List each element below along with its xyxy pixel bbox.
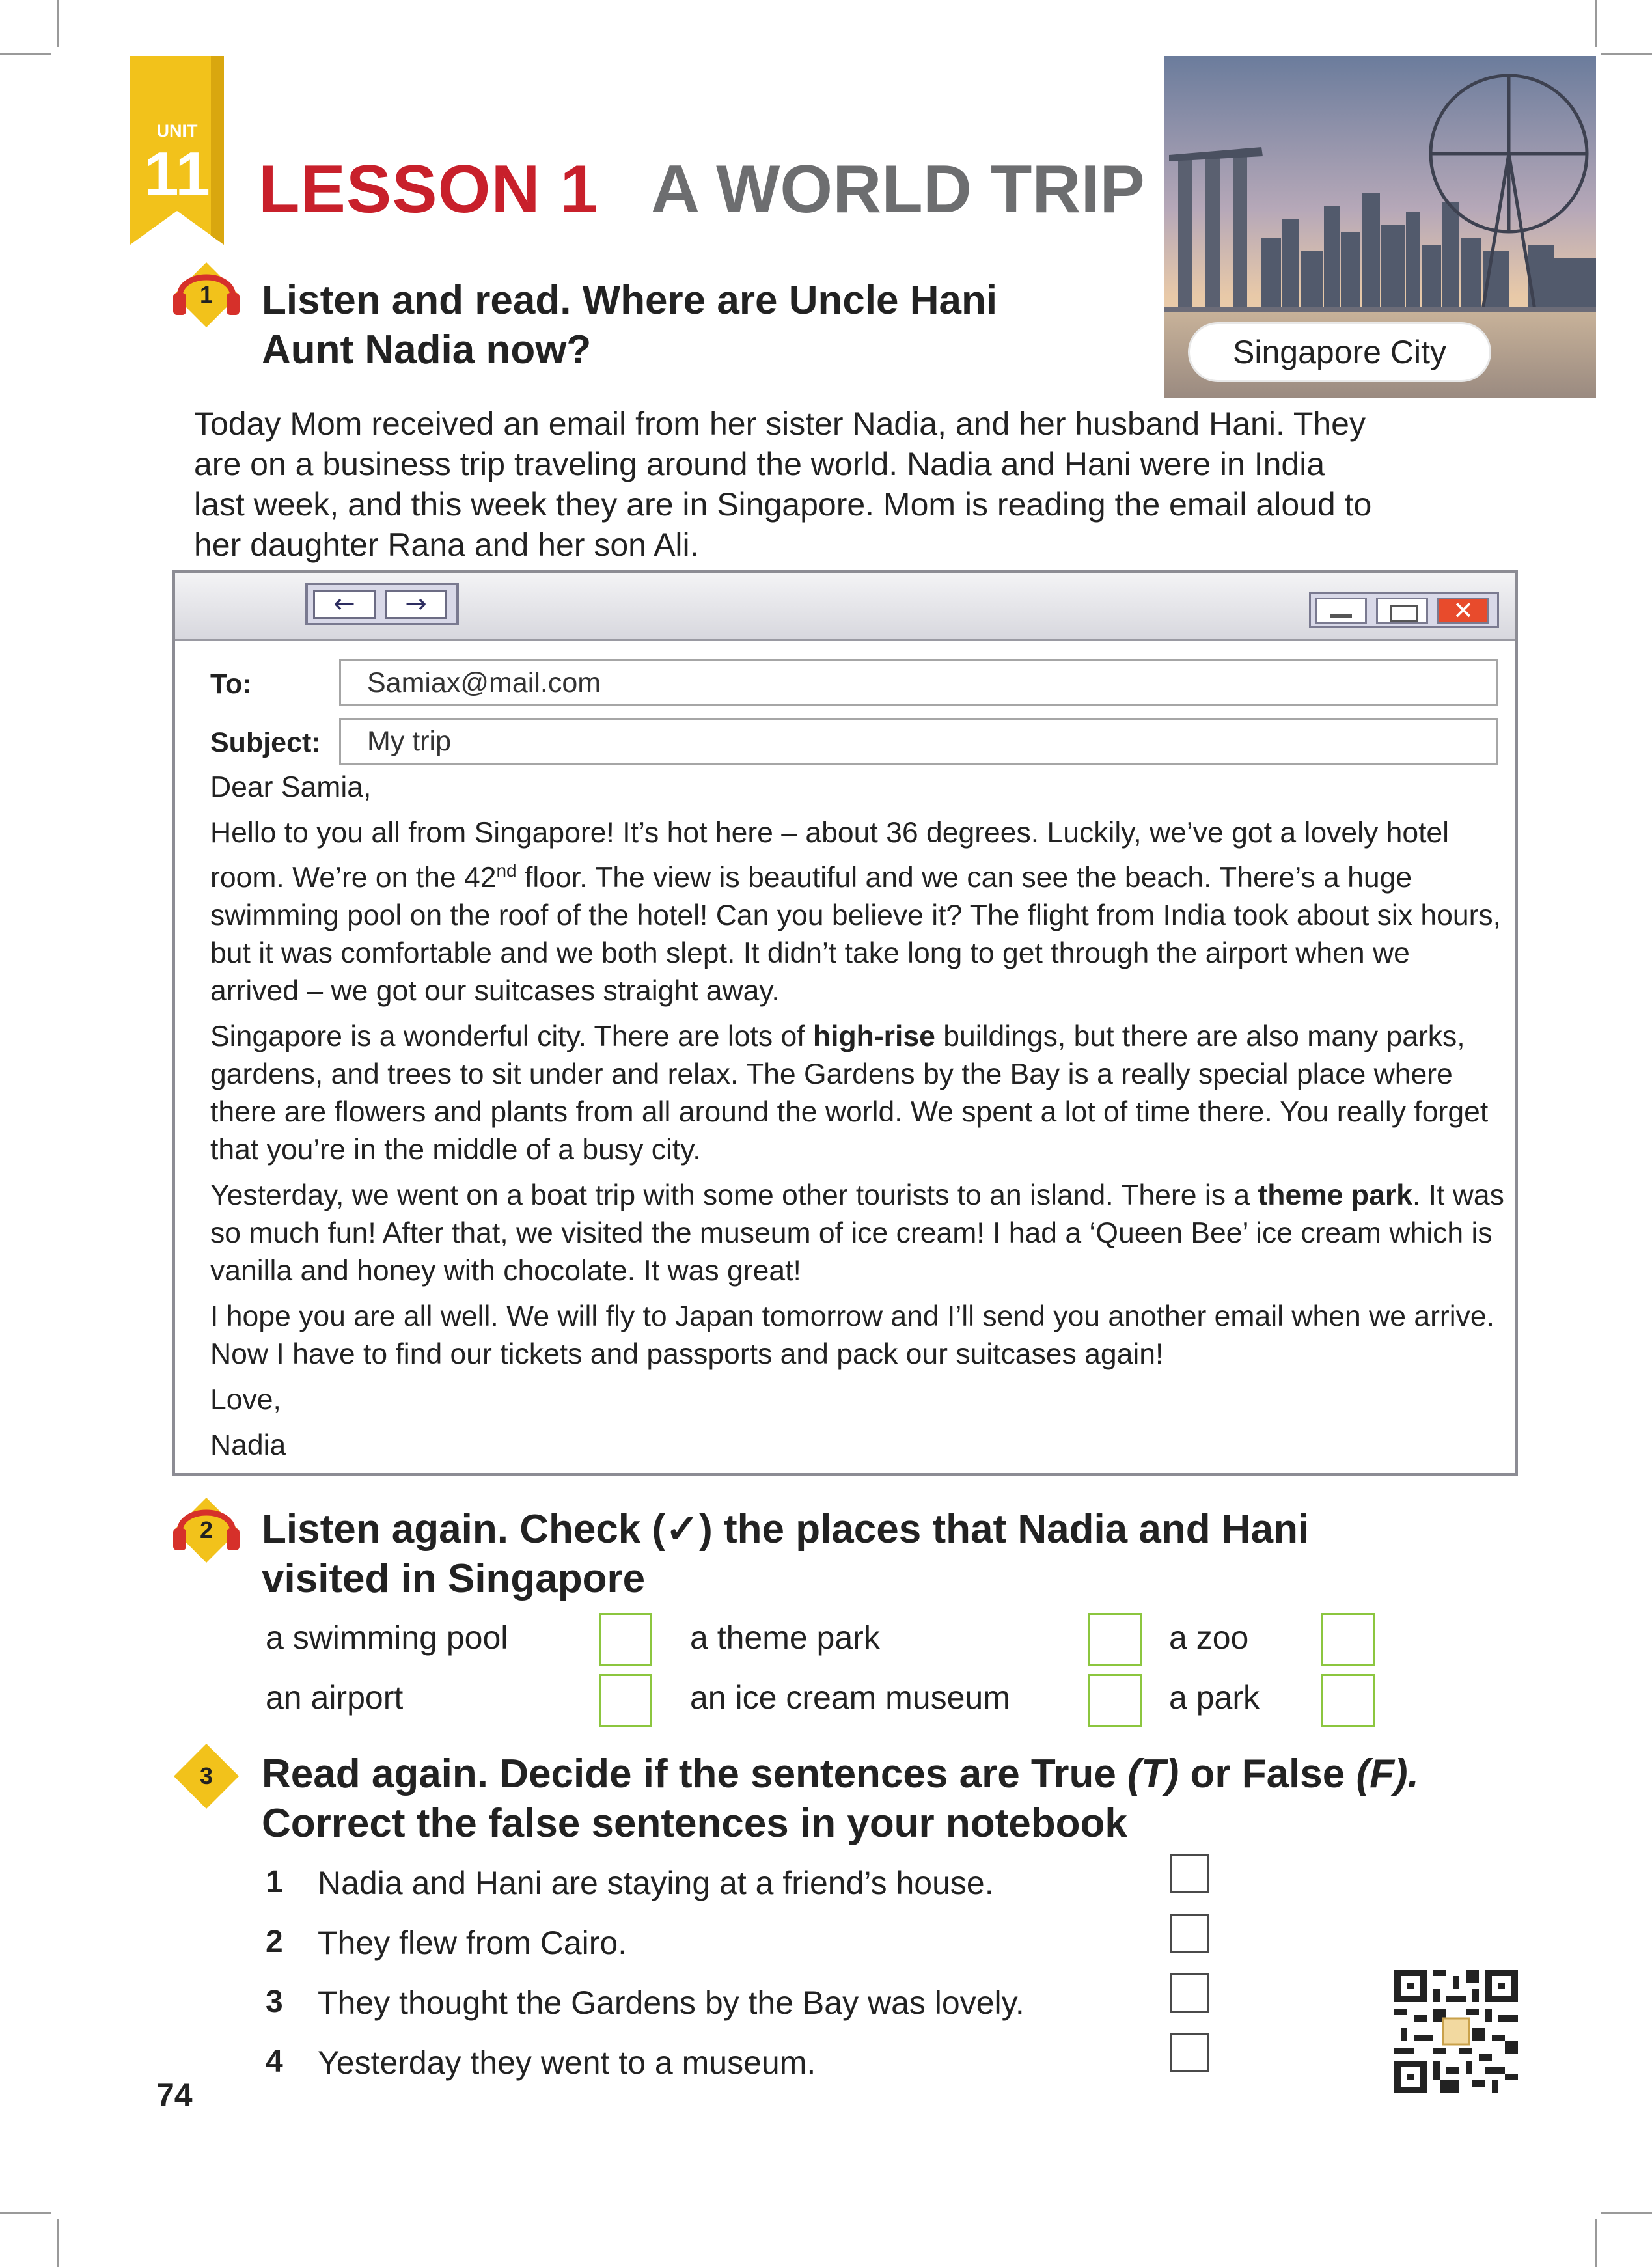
to-label: To: xyxy=(210,668,252,700)
option-ice-cream-museum: an ice cream museum xyxy=(690,1679,1010,1716)
statement-text: They thought the Gardens by the Bay was lovely. xyxy=(318,1985,1025,2021)
option-zoo: a zoo xyxy=(1169,1619,1249,1656)
unit-label: UNIT xyxy=(156,121,198,141)
email-paragraph-1 xyxy=(210,814,1506,1010)
photo-caption: Singapore City xyxy=(1190,324,1489,380)
window-title-bar xyxy=(175,573,1515,641)
email-text: Hello to you all from Singapore! It’s hot here – about 36 degrees. Luckily, we’ve got a lovely hotel room. We’re on the 42 xyxy=(210,817,1450,894)
maximize-icon[interactable] xyxy=(1376,598,1428,624)
crop-mark xyxy=(1601,53,1652,55)
window-controls xyxy=(1309,592,1499,628)
email-text: . It was so much fun! After that, we visited the museum of ice cream! I had a ‘Queen Bee’ ice cream which is vanilla and honey with chocolate. It was great! xyxy=(210,1179,1504,1287)
email-window xyxy=(172,570,1518,1476)
checkbox-airport[interactable] xyxy=(599,1674,652,1727)
statement-number: 4 xyxy=(266,2044,283,2079)
statement-text: They flew from Cairo. xyxy=(318,1925,627,1961)
email-text: floor. The view is beautiful and we can see the beach. There’s a huge swimming pool on the roof of the hotel! Can you believe it? The flight from India took about six hours, but it was comfortable and we both slept. It didn’t take long to get through the airport when we arrived – we got our suitcases straight away. xyxy=(210,861,1502,1007)
crop-mark xyxy=(1595,2219,1597,2267)
email-text: Singapore is a wonderful city. There are lots of xyxy=(210,1020,813,1052)
close-icon[interactable]: ✕ xyxy=(1437,598,1489,624)
option-airport: an airport xyxy=(266,1679,404,1716)
crop-mark xyxy=(57,2219,59,2267)
heading-true-marker: (T) xyxy=(1127,1752,1179,1796)
intro-line: her daughter Rana and her son Ali. xyxy=(194,527,699,563)
email-body xyxy=(210,769,1506,1472)
intro-line: are on a business trip traveling around the world. Nadia and Hani were in India xyxy=(194,446,1325,482)
email-paragraph-4: I hope you are all well. We will fly to Japan tomorrow and I’ll send you another email when we arrive. Now I have to find our tickets and passports and pack our suitcases again! xyxy=(210,1300,1494,1370)
email-superscript: nd xyxy=(496,860,517,881)
email-paragraph-2 xyxy=(210,1018,1506,1169)
crop-mark xyxy=(1601,2212,1652,2214)
tf-answer-box[interactable] xyxy=(1170,2033,1209,2072)
subject-label: Subject: xyxy=(210,727,321,758)
exercise-1-heading-line1: Listen and read. Where are Uncle Hani xyxy=(262,278,998,323)
vocab-theme-park: theme park xyxy=(1258,1179,1412,1211)
intro-line: Today Mom received an email from her sister Nadia, and her husband Hani. They xyxy=(194,405,1366,442)
lesson-title: A WORLD TRIP xyxy=(651,152,1145,227)
email-signature: Nadia xyxy=(210,1429,286,1461)
statement-text: Nadia and Hani are staying at a friend’s house. xyxy=(318,1865,994,1901)
tf-answer-box[interactable] xyxy=(1170,1973,1209,2013)
crop-mark xyxy=(57,0,59,47)
checkbox-zoo[interactable] xyxy=(1321,1613,1375,1666)
statement-text: Yesterday they went to a museum. xyxy=(318,2044,816,2081)
qr-code-icon[interactable] xyxy=(1394,1970,1518,2093)
tf-answer-box[interactable] xyxy=(1170,1914,1209,1953)
email-text: buildings, but there are also many parks, gardens, and trees to sit under and relax. The Gardens by the Bay is a really special place where there are flowers and plants from all around the world. We spent a lot of time there. You really forget that you’re in the middle of a busy city. xyxy=(210,1020,1489,1166)
checkbox-ice-cream-museum[interactable] xyxy=(1088,1674,1142,1727)
intro-line: last week, and this week they are in Singapore. Mom is reading the email aloud to xyxy=(194,486,1372,523)
crop-mark xyxy=(1595,0,1597,47)
checkbox-park[interactable] xyxy=(1321,1674,1375,1727)
singapore-city-photo xyxy=(1164,56,1596,398)
email-paragraph-3 xyxy=(210,1177,1506,1290)
forward-arrow-icon[interactable]: → xyxy=(385,590,447,619)
exercise-2-heading xyxy=(262,1505,1309,1604)
checkbox-swimming-pool[interactable] xyxy=(599,1613,652,1666)
crop-mark xyxy=(0,2212,51,2214)
exercise-2-number: 2 xyxy=(199,1517,213,1543)
lesson-label: LESSON 1 xyxy=(258,152,599,227)
option-park: a park xyxy=(1169,1679,1260,1716)
exercise-3-heading xyxy=(262,1750,1419,1848)
unit-number: 11 xyxy=(144,139,210,209)
heading-text: or False xyxy=(1179,1752,1356,1796)
exercise-1-number: 1 xyxy=(199,281,213,308)
checkbox-theme-park[interactable] xyxy=(1088,1613,1142,1666)
minimize-icon[interactable] xyxy=(1315,598,1367,624)
read-badge-3 xyxy=(171,1740,242,1812)
heading-text: Read again. Decide if the sentences are True xyxy=(262,1752,1128,1796)
listen-badge-1 xyxy=(171,259,242,331)
intro-paragraph xyxy=(194,404,1535,565)
page-number: 74 xyxy=(156,2077,193,2113)
back-arrow-icon[interactable]: ← xyxy=(313,590,376,619)
nav-buttons xyxy=(305,583,459,625)
exercise-3-heading-line1 xyxy=(262,1750,1419,1799)
exercise-1-heading-line2: Aunt Nadia now? xyxy=(262,327,592,372)
heading-false-marker: (F). xyxy=(1356,1752,1419,1796)
exercise-3-heading-line2: Correct the false sentences in your notebook xyxy=(262,1801,1127,1846)
to-field[interactable]: Samiax@mail.com xyxy=(339,659,1498,706)
option-theme-park: a theme park xyxy=(690,1619,880,1656)
exercise-3-number: 3 xyxy=(199,1763,213,1789)
vocab-high-rise: high-rise xyxy=(812,1020,935,1052)
unit-bookmark xyxy=(130,56,224,245)
subject-field[interactable]: My trip xyxy=(339,718,1498,765)
tf-answer-box[interactable] xyxy=(1170,1854,1209,1893)
listen-badge-2 xyxy=(171,1494,242,1566)
exercise-2-heading-line2: visited in Singapore xyxy=(262,1556,646,1601)
exercise-2-heading-line1: Listen again. Check (✓) the places that Nadia and Hani xyxy=(262,1507,1310,1552)
email-greeting: Dear Samia, xyxy=(210,771,372,803)
statement-number: 2 xyxy=(266,1925,283,1959)
exercise-1-heading xyxy=(262,276,997,375)
option-swimming-pool: a swimming pool xyxy=(266,1619,508,1656)
crop-mark xyxy=(0,53,51,55)
statement-number: 1 xyxy=(266,1865,283,1899)
email-text: Yesterday, we went on a boat trip with some other tourists to an island. There is a xyxy=(210,1179,1258,1211)
email-closing: Love, xyxy=(210,1383,281,1416)
statement-number: 3 xyxy=(266,1985,283,2019)
